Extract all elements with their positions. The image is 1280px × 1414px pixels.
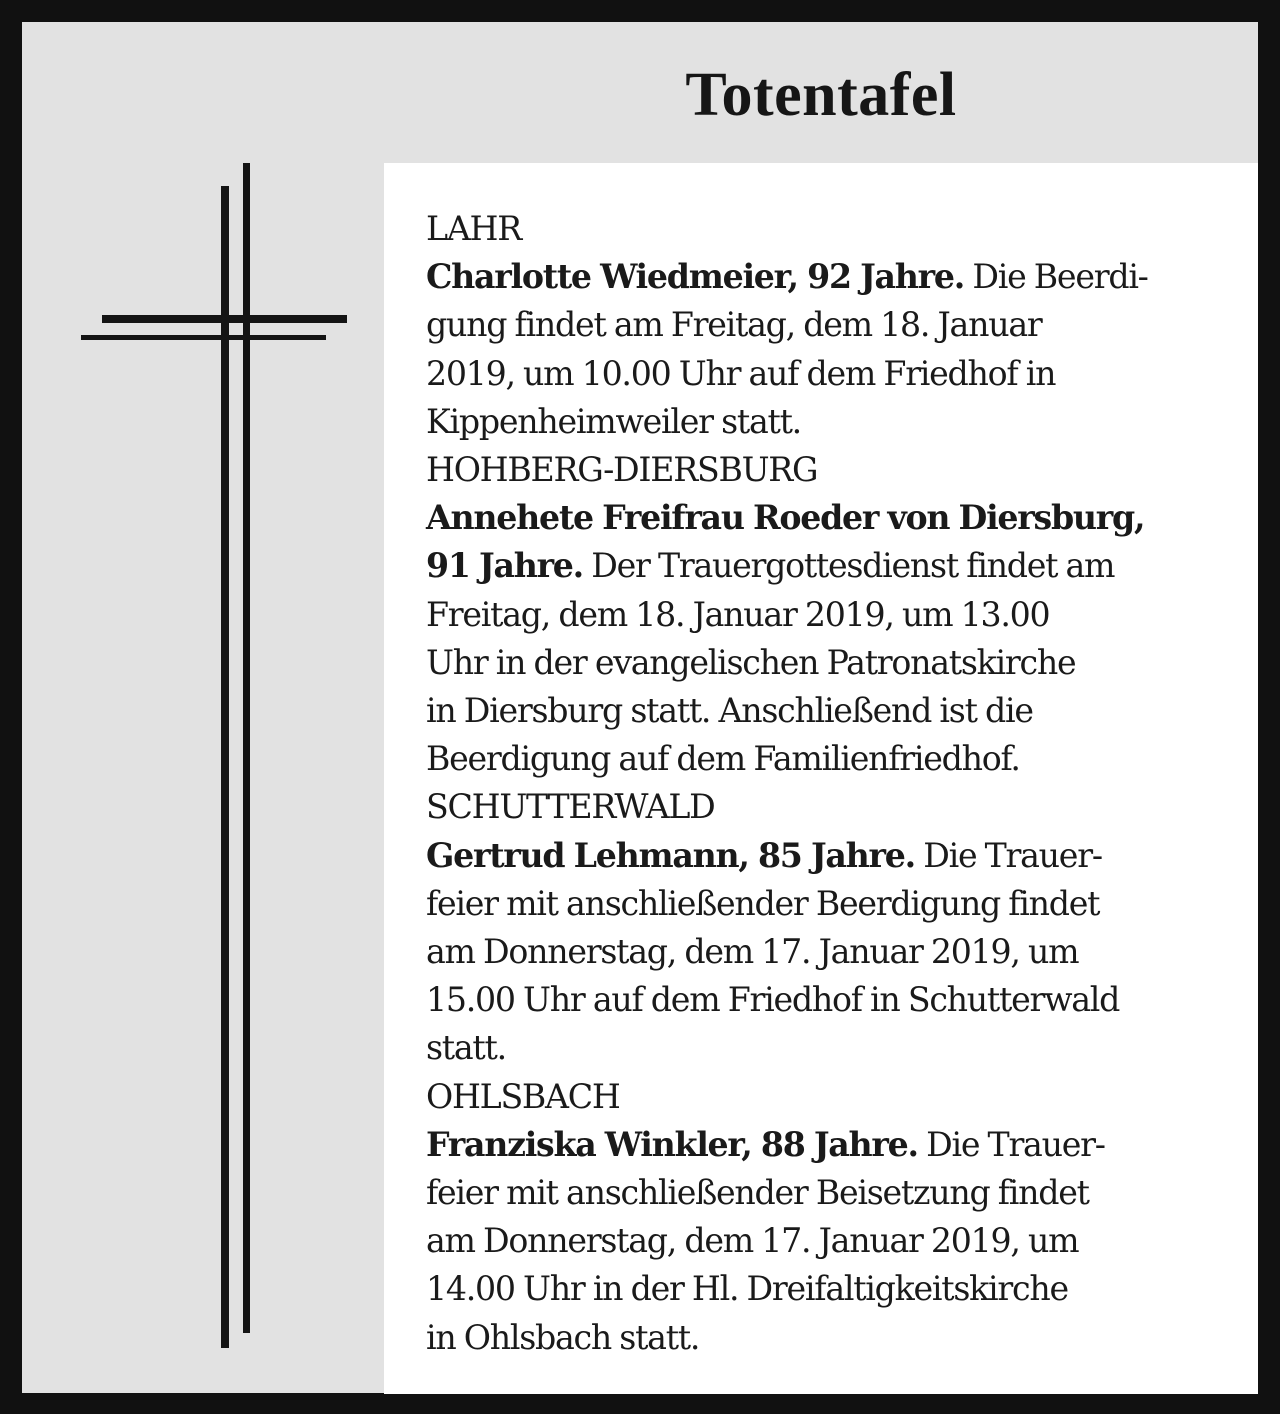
- notice-text: Freitag, dem 18. Januar 2019, um 13.00: [426, 594, 1050, 634]
- notice-text: feier mit anschließender Beerdigung findet: [426, 883, 1100, 923]
- obituary-text-line: [426, 494, 1226, 542]
- obituary-text-line: [426, 1314, 1226, 1362]
- obituary-text-line: [426, 928, 1226, 976]
- obituary-text-line: [426, 880, 1226, 928]
- notice-text: Die Beerdi-: [964, 257, 1148, 297]
- deceased-name: 91 Jahre.: [426, 546, 583, 586]
- notice-text: 15.00 Uhr auf dem Friedhof in Schutterwald: [426, 980, 1120, 1020]
- notice-text: feier mit anschließender Beisetzung findet: [426, 1173, 1089, 1213]
- obituary-text-line: [426, 687, 1226, 735]
- obituary-entry: [426, 446, 1226, 783]
- deceased-name: Charlotte Wiedmeier, 92 Jahre.: [426, 257, 965, 297]
- obituary-text-line: [426, 735, 1226, 783]
- obituary-text-line: [426, 301, 1226, 349]
- notice-text: am Donnerstag, dem 17. Januar 2019, um: [426, 1221, 1079, 1261]
- cross-horizontal-bar-top: [102, 315, 347, 323]
- deceased-name: Annehete Freifrau Roeder von Diersburg,: [426, 498, 1145, 538]
- notice-text: 14.00 Uhr in der Hl. Dreifaltigkeitskirche: [426, 1269, 1068, 1309]
- notice-text: in Ohlsbach statt.: [426, 1317, 700, 1357]
- obituary-list: [426, 205, 1226, 1362]
- obituary-text-line: [426, 542, 1226, 590]
- notice-text: Die Trauer-: [917, 1124, 1105, 1164]
- obituary-text-line: [426, 1024, 1226, 1072]
- obituary-text-line: [426, 1265, 1226, 1313]
- obituary-text-line: [426, 350, 1226, 398]
- place-heading: SCHUTTERWALD: [426, 787, 715, 827]
- notice-text: statt.: [426, 1028, 506, 1068]
- cross-horizontal-bar-bottom: [81, 335, 326, 340]
- page-title: Totentafel: [685, 61, 957, 129]
- place-heading: HOHBERG-DIERSBURG: [426, 450, 818, 490]
- deceased-name: Franziska Winkler, 88 Jahre.: [426, 1124, 918, 1164]
- obituary-entry: [426, 783, 1226, 1072]
- cross-vertical-bar-left: [221, 186, 229, 1348]
- notice-text: Der Trauergottesdienst findet am: [582, 546, 1115, 586]
- notice-text: in Diersburg statt. Anschließend ist die: [426, 691, 1033, 731]
- notice-text: Uhr in der evangelischen Patronatskirche: [426, 642, 1076, 682]
- notice-text: gung findet am Freitag, dem 18. Januar: [426, 305, 1042, 345]
- obituary-text-line: [426, 398, 1226, 446]
- notice-text: am Donnerstag, dem 17. Januar 2019, um: [426, 932, 1079, 972]
- place-heading: LAHR: [426, 209, 521, 248]
- notice-text: 2019, um 10.00 Uhr auf dem Friedhof in: [426, 353, 1056, 393]
- obituary-text-line: [426, 591, 1226, 639]
- obituary-text-line: [426, 1169, 1226, 1217]
- obituary-text-line: [426, 976, 1226, 1024]
- obituary-text-line: [426, 253, 1226, 301]
- notice-text: Die Trauer-: [914, 835, 1102, 875]
- obituary-text-line: [426, 1121, 1226, 1169]
- obituary-text-line: [426, 832, 1226, 880]
- obituary-content: [384, 163, 1258, 1394]
- place-heading: OHLSBACH: [426, 1076, 620, 1116]
- obituary-entry: [426, 1073, 1226, 1362]
- obituary-text-line: [426, 639, 1226, 687]
- cross-icon: [60, 162, 360, 1362]
- obituary-entry: [426, 205, 1226, 446]
- obituary-text-line: [426, 1217, 1226, 1265]
- deceased-name: Gertrud Lehmann, 85 Jahre.: [426, 835, 915, 875]
- notice-text: Kippenheimweiler statt.: [426, 401, 801, 441]
- notice-text: Beerdigung auf dem Familienfriedhof.: [426, 739, 1020, 779]
